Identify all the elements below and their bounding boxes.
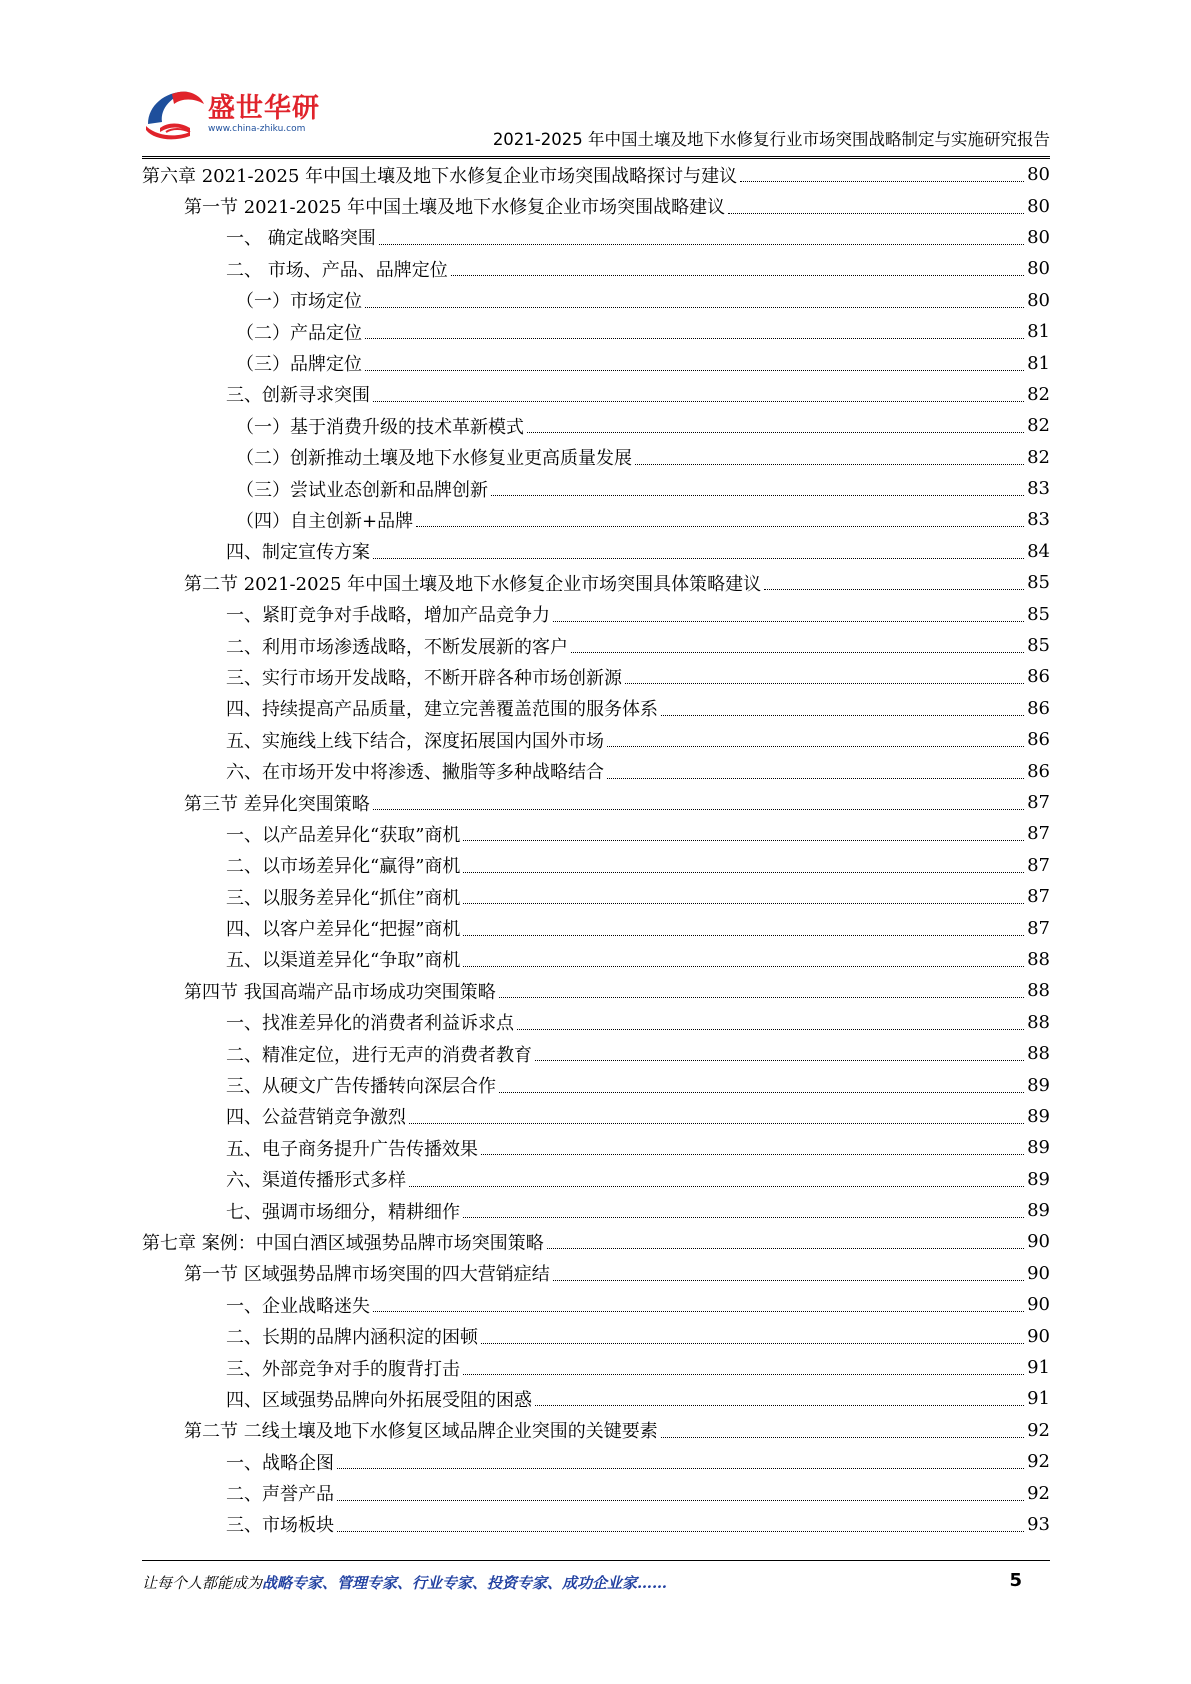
toc-entry-page: 86 <box>1027 760 1050 782</box>
toc-entry-title: （一）市场定位 <box>236 291 362 313</box>
toc-dot-leader <box>481 1154 1024 1155</box>
toc-entry[interactable] <box>142 1038 1050 1069</box>
toc-dot-leader <box>373 558 1024 559</box>
toc-entry[interactable] <box>142 190 1050 221</box>
toc-entry-title: 二、长期的品牌内涵积淀的困顿 <box>226 1327 478 1349</box>
toc-entry-page: 91 <box>1027 1388 1050 1410</box>
toc-entry-page: 86 <box>1027 666 1050 688</box>
toc-entry-title: 三、以服务差异化“抓住”商机 <box>226 887 461 909</box>
toc-entry[interactable] <box>142 222 1050 253</box>
toc-entry[interactable] <box>142 1289 1050 1320</box>
toc-entry-title: 三、创新寻求突围 <box>226 385 370 407</box>
toc-dot-leader <box>365 307 1024 308</box>
page-header <box>142 82 1050 149</box>
slogan-prefix: 让每个人都能成为 <box>142 1574 263 1592</box>
toc-entry-page: 80 <box>1027 226 1050 248</box>
logo-emblem-icon <box>142 86 212 142</box>
page-number: 5 <box>1009 1570 1022 1591</box>
toc-dot-leader <box>379 244 1024 245</box>
toc-entry-page: 89 <box>1027 1137 1050 1159</box>
toc-entry-page: 88 <box>1027 1043 1050 1065</box>
toc-entry[interactable] <box>142 944 1050 975</box>
toc-entry-page: 86 <box>1027 697 1050 719</box>
toc-entry-title: 第七章 案例：中国白酒区域强势品牌市场突围策略 <box>142 1232 544 1254</box>
toc-dot-leader <box>463 935 1024 936</box>
toc-entry[interactable] <box>142 1226 1050 1257</box>
toc-entry-title: 七、强调市场细分，精耕细作 <box>226 1201 460 1223</box>
toc-dot-leader <box>535 1060 1024 1061</box>
toc-entry-page: 85 <box>1027 635 1050 657</box>
toc-entry[interactable] <box>142 1258 1050 1289</box>
logo-url: www.china-zhiku.com <box>208 124 306 134</box>
toc-entry-title: 第一节 2021-2025 年中国土壤及地下水修复企业市场突围战略建议 <box>184 197 726 219</box>
toc-dot-leader <box>625 683 1024 684</box>
logo-name: 盛世华研 <box>208 93 320 124</box>
toc-entry[interactable] <box>142 442 1050 473</box>
toc-entry[interactable] <box>142 159 1050 190</box>
toc-entry[interactable] <box>142 787 1050 818</box>
toc-entry[interactable] <box>142 755 1050 786</box>
toc-dot-leader <box>337 1531 1024 1532</box>
toc-dot-leader <box>661 1437 1024 1438</box>
toc-entry-page: 92 <box>1027 1419 1050 1441</box>
toc-entry-title: 二、精准定位，进行无声的消费者教育 <box>226 1044 532 1066</box>
footer-slogan <box>142 1572 667 1593</box>
toc-entry-page: 89 <box>1027 1168 1050 1190</box>
toc-entry[interactable] <box>142 850 1050 881</box>
toc-dot-leader <box>463 872 1024 873</box>
toc-entry-page: 87 <box>1027 823 1050 845</box>
toc-dot-leader <box>607 746 1024 747</box>
toc-entry-page: 89 <box>1027 1074 1050 1096</box>
toc-entry-page: 81 <box>1027 352 1050 374</box>
toc-entry-page: 85 <box>1027 572 1050 594</box>
toc-dot-leader <box>373 809 1024 810</box>
toc-dot-leader <box>373 1311 1024 1312</box>
toc-entry[interactable] <box>142 1101 1050 1132</box>
toc-entry[interactable] <box>142 316 1050 347</box>
toc-entry-page: 83 <box>1027 509 1050 531</box>
toc-entry[interactable] <box>142 818 1050 849</box>
toc-entry-title: （三）尝试业态创新和品牌创新 <box>236 479 488 501</box>
toc-entry[interactable] <box>142 693 1050 724</box>
toc-entry[interactable] <box>142 661 1050 692</box>
toc-entry[interactable] <box>142 536 1050 567</box>
toc-entry-title: 四、区域强势品牌向外拓展受阻的困惑 <box>226 1389 532 1411</box>
toc-entry-title: 四、以客户差异化“把握”商机 <box>226 919 461 941</box>
toc-entry-title: （三）品牌定位 <box>236 354 362 376</box>
toc-entry[interactable] <box>142 1446 1050 1477</box>
toc-entry-title: 二、以市场差异化“赢得”商机 <box>226 856 461 878</box>
toc-entry-title: 第三节 差异化突围策略 <box>184 793 370 815</box>
toc-entry-page: 88 <box>1027 948 1050 970</box>
toc-entry-page: 87 <box>1027 854 1050 876</box>
toc-entry-title: 六、在市场开发中将渗透、撇脂等多种战略结合 <box>226 762 604 784</box>
page-footer <box>142 1570 1050 1600</box>
toc-dot-leader <box>553 621 1024 622</box>
toc-entry-title: 第二节 2021-2025 年中国土壤及地下水修复企业市场突围具体策略建议 <box>184 573 762 595</box>
toc-dot-leader <box>571 652 1024 653</box>
toc-entry-page: 92 <box>1027 1482 1050 1504</box>
toc-entry[interactable] <box>142 1164 1050 1195</box>
toc-entry[interactable] <box>142 1320 1050 1351</box>
toc-entry[interactable] <box>142 473 1050 504</box>
toc-entry-page: 82 <box>1027 383 1050 405</box>
toc-entry[interactable] <box>142 975 1050 1006</box>
toc-dot-leader <box>463 1217 1024 1218</box>
toc-entry-page: 90 <box>1027 1262 1050 1284</box>
toc-entry-title: 三、从硬文广告传播转向深层合作 <box>226 1076 496 1098</box>
toc-entry-page: 87 <box>1027 886 1050 908</box>
toc-entry-title: 三、外部竞争对手的腹背打击 <box>226 1358 460 1380</box>
toc-entry-title: （二）产品定位 <box>236 322 362 344</box>
toc-dot-leader <box>365 370 1024 371</box>
toc-entry[interactable] <box>142 567 1050 598</box>
toc-entry-title: 一、战略企图 <box>226 1452 334 1474</box>
toc-entry-page: 83 <box>1027 478 1050 500</box>
toc-entry[interactable] <box>142 1195 1050 1226</box>
toc-entry-title: 五、以渠道差异化“争取”商机 <box>226 950 461 972</box>
toc-entry[interactable] <box>142 1415 1050 1446</box>
toc-entry-title: 一、以产品差异化“获取”商机 <box>226 824 461 846</box>
toc-dot-leader <box>451 275 1024 276</box>
toc-entry-page: 91 <box>1027 1357 1050 1379</box>
toc-entry-title: 二、声誉产品 <box>226 1484 334 1506</box>
toc-entry[interactable] <box>142 253 1050 284</box>
toc-entry-page: 84 <box>1027 540 1050 562</box>
toc-entry-title: 一、找准差异化的消费者利益诉求点 <box>226 1013 514 1035</box>
toc-entry[interactable] <box>142 598 1050 629</box>
toc-dot-leader <box>463 1374 1024 1375</box>
toc-dot-leader <box>463 840 1024 841</box>
toc-dot-leader <box>337 1468 1024 1469</box>
toc-entry-title: 第六章 2021-2025 年中国土壤及地下水修复企业市场突围战略探讨与建议 <box>142 165 738 187</box>
toc-entry-page: 81 <box>1027 321 1050 343</box>
toc-entry-page: 89 <box>1027 1200 1050 1222</box>
toc-entry-title: 一、紧盯竞争对手战略，增加产品竞争力 <box>226 605 550 627</box>
toc-entry-title: 四、制定宣传方案 <box>226 542 370 564</box>
toc-dot-leader <box>547 1248 1024 1249</box>
toc-dot-leader <box>728 213 1024 214</box>
toc-dot-leader <box>517 1029 1024 1030</box>
toc-entry-page: 93 <box>1027 1513 1050 1535</box>
toc-entry[interactable] <box>142 724 1050 755</box>
toc-entry-title: 四、公益营销竞争激烈 <box>226 1107 406 1129</box>
toc-entry-title: 六、渠道传播形式多样 <box>226 1170 406 1192</box>
toc-entry-title: 五、电子商务提升广告传播效果 <box>226 1138 478 1160</box>
toc-dot-leader <box>463 966 1024 967</box>
toc-dot-leader <box>661 715 1024 716</box>
toc-entry-page: 87 <box>1027 792 1050 813</box>
toc-entry[interactable] <box>142 1477 1050 1508</box>
toc-entry-title: 二、利用市场渗透战略，不断发展新的客户 <box>226 636 568 658</box>
toc-entry-page: 80 <box>1027 258 1050 280</box>
toc-entry-title: 五、实施线上线下结合，深度拓展国内国外市场 <box>226 730 604 752</box>
toc-entry[interactable] <box>142 1132 1050 1163</box>
toc-dot-leader <box>409 1123 1024 1124</box>
toc-dot-leader <box>499 997 1024 998</box>
toc-dot-leader <box>499 1092 1024 1093</box>
slogan-highlight: 战略专家、管理专家、行业专家、投资专家、成功企业家…… <box>262 1574 668 1592</box>
toc-entry-title: （二）创新推动土壤及地下水修复业更高质量发展 <box>236 448 632 470</box>
toc-entry-page: 90 <box>1027 1325 1050 1347</box>
toc-dot-leader <box>764 589 1024 590</box>
toc-dot-leader <box>365 338 1024 339</box>
toc-entry-title: 第四节 我国高端产品市场成功突围策略 <box>184 981 496 1003</box>
toc-entry-title: 一、企业战略迷失 <box>226 1295 370 1317</box>
toc-entry-title: 三、实行市场开发战略，不断开辟各种市场创新源 <box>226 667 622 689</box>
toc-entry-page: 89 <box>1027 1105 1050 1127</box>
toc-entry-page: 82 <box>1027 446 1050 468</box>
toc-dot-leader <box>740 181 1024 182</box>
toc-entry[interactable] <box>142 1352 1050 1383</box>
toc-dot-leader <box>373 401 1024 402</box>
toc-entry[interactable] <box>142 1383 1050 1414</box>
toc-entry-page: 85 <box>1027 603 1050 625</box>
toc-entry[interactable] <box>142 410 1050 441</box>
toc-entry-page: 87 <box>1027 917 1050 939</box>
toc-dot-leader <box>409 1186 1024 1187</box>
footer-divider <box>142 1560 1050 1561</box>
toc-dot-leader <box>553 1280 1024 1281</box>
toc-entry[interactable] <box>142 379 1050 410</box>
toc-entry-page: 92 <box>1027 1451 1050 1473</box>
company-logo <box>142 82 342 146</box>
table-of-contents <box>142 159 1050 1540</box>
toc-entry[interactable] <box>142 1069 1050 1100</box>
toc-entry[interactable] <box>142 347 1050 378</box>
toc-entry-page: 90 <box>1027 1294 1050 1316</box>
toc-entry[interactable] <box>142 881 1050 912</box>
toc-dot-leader <box>535 1405 1024 1406</box>
toc-entry-title: 二、 市场、产品、品牌定位 <box>226 259 448 281</box>
toc-dot-leader <box>491 495 1024 496</box>
toc-entry-title: 第一节 区域强势品牌市场突围的四大营销症结 <box>184 1264 550 1286</box>
toc-entry-title: 四、持续提高产品质量，建立完善覆盖范围的服务体系 <box>226 699 658 721</box>
toc-entry-page: 80 <box>1027 164 1050 186</box>
toc-entry[interactable] <box>142 285 1050 316</box>
toc-dot-leader <box>416 526 1024 527</box>
toc-entry[interactable] <box>142 1007 1050 1038</box>
toc-entry[interactable] <box>142 912 1050 943</box>
toc-entry-page: 86 <box>1027 729 1050 751</box>
toc-entry[interactable] <box>142 630 1050 661</box>
toc-entry-title: 三、市场板块 <box>226 1515 334 1537</box>
toc-dot-leader <box>527 432 1024 433</box>
toc-entry-title: 一、 确定战略突围 <box>226 228 376 250</box>
toc-entry-page: 90 <box>1027 1231 1050 1253</box>
toc-entry-title: 第二节 二线土壤及地下水修复区域品牌企业突围的关键要素 <box>184 1421 658 1443</box>
toc-entry[interactable] <box>142 504 1050 535</box>
toc-dot-leader <box>337 1500 1024 1501</box>
toc-entry-page: 82 <box>1027 415 1050 437</box>
toc-entry-page: 88 <box>1027 1011 1050 1033</box>
toc-entry-title: （四）自主创新+品牌 <box>236 510 414 532</box>
toc-entry-title: （一）基于消费升级的技术革新模式 <box>236 416 524 438</box>
toc-entry-page: 80 <box>1027 195 1050 217</box>
toc-entry-page: 80 <box>1027 289 1050 311</box>
toc-entry-page: 88 <box>1027 980 1050 1002</box>
toc-entry[interactable] <box>142 1509 1050 1540</box>
toc-dot-leader <box>463 903 1024 904</box>
toc-dot-leader <box>481 1343 1024 1344</box>
toc-dot-leader <box>635 464 1024 465</box>
toc-dot-leader <box>607 778 1024 779</box>
report-title: 2021-2025 年中国土壤及地下水修复行业市场突围战略制定与实施研究报告 <box>492 130 1050 149</box>
